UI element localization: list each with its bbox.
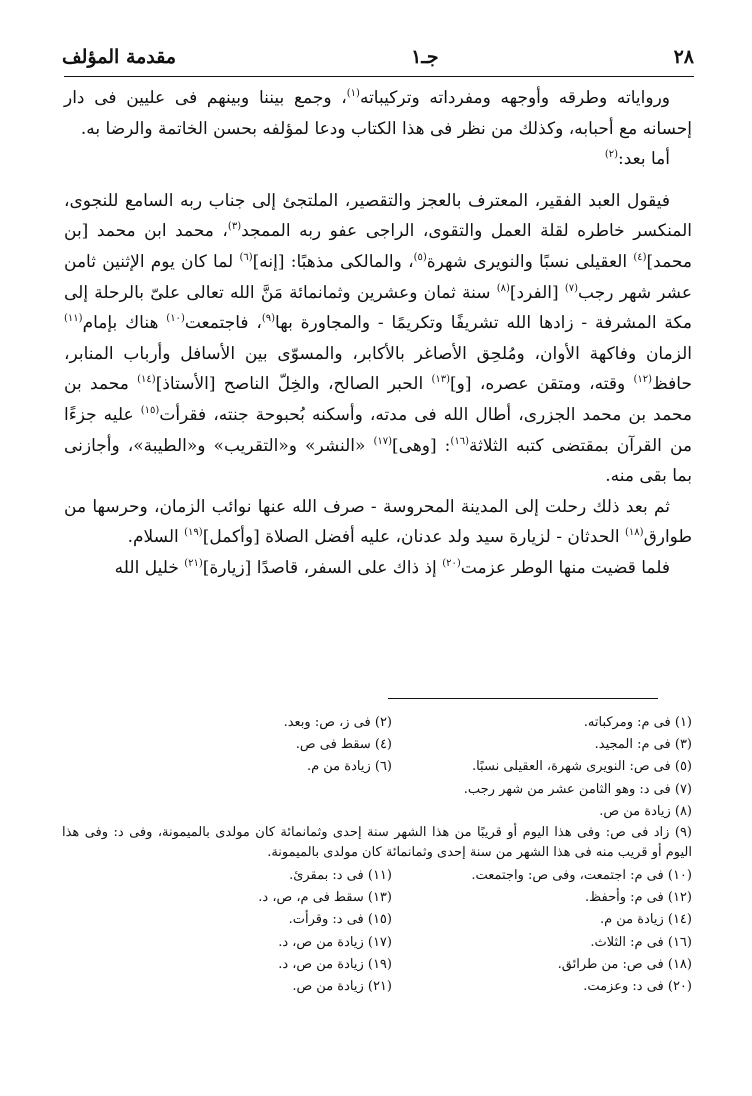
footnote-marker: (٦) bbox=[239, 251, 253, 263]
footnote-number: (١٨) bbox=[667, 956, 692, 972]
footnote-marker: (١٥) bbox=[140, 404, 160, 416]
footnote-marker: (١٣) bbox=[431, 374, 451, 386]
text-segment: هناك بإمام bbox=[82, 313, 167, 334]
footnote bbox=[392, 801, 692, 823]
footnote-number: (١٣) bbox=[367, 890, 392, 906]
text-segment: الزمان وفاكهة الأوان، ومُلحِق الأصاغر بالأكابر، والمسوّى بين الأسافل وأرباب المنابر، حافظ bbox=[64, 343, 692, 395]
paragraph bbox=[64, 144, 692, 175]
footnote-number: (١٥) bbox=[367, 912, 392, 928]
footnote-number: (١٧) bbox=[367, 934, 392, 950]
header-divider bbox=[64, 76, 694, 77]
footnote-marker: (١٩) bbox=[184, 527, 203, 539]
text-segment: ، والمالكى مذهبًا: [إنه] bbox=[252, 251, 414, 272]
text-segment: ، محمد ابن محمد [بن محمد] bbox=[64, 221, 693, 272]
footnote-text: فى د: وهو الثامن عشر من شهر رجب. bbox=[463, 781, 675, 797]
footnote-text: فى ص: من طرائق. bbox=[557, 956, 668, 972]
footnote-marker: (٧) bbox=[564, 282, 579, 294]
footnote-number: (١٦) bbox=[667, 934, 692, 950]
footnote-marker: (٢١) bbox=[184, 557, 203, 569]
text-segment: [الفرد] bbox=[509, 282, 565, 303]
footnote-row bbox=[62, 865, 692, 887]
footnote bbox=[92, 887, 392, 909]
footnote-row bbox=[62, 887, 692, 909]
section-title: مقدمة المؤلف bbox=[62, 46, 177, 68]
body-text bbox=[64, 83, 692, 584]
text-segment: ، وجمع بيننا وبينهم فى عليين فى دار إحسانه مع أحبابه، وكذلك من نظر فى هذا الكتاب ودعا لمؤلفه بحسن الخاتمة والرضا به. bbox=[64, 88, 692, 139]
footnote bbox=[392, 976, 692, 998]
footnote-text: فى د: وعزمت. bbox=[583, 978, 668, 994]
footnote-divider bbox=[388, 698, 658, 699]
footnote-number: (١٢) bbox=[667, 890, 692, 906]
footnote bbox=[392, 865, 692, 887]
text-segment: فلما قضيت منها الوطر عزمت bbox=[460, 557, 670, 578]
footnote-number: (٣) bbox=[674, 737, 692, 753]
footnote bbox=[92, 932, 392, 954]
volume-label: جـ١ bbox=[411, 46, 439, 68]
footnote bbox=[392, 954, 692, 976]
footnote-marker: (٤) bbox=[633, 251, 647, 263]
footnote-marker: (١) bbox=[346, 88, 360, 99]
text-segment: : [وهى] bbox=[392, 435, 451, 456]
footnote-row bbox=[62, 779, 692, 801]
footnote-number: (٨) bbox=[674, 803, 692, 819]
footnote-number: (٢٠) bbox=[667, 978, 692, 994]
text-segment: العقيلى نسبًا والنويرى شهرة bbox=[426, 251, 634, 272]
footnote-row bbox=[62, 976, 692, 998]
text-segment: سنة ثمان وعشرين وثمانمائة مَنَّ الله تعالى علىّ بالرحلة إلى مكة المشرفة - زادها الله تشريفًا وتكريمًا - والمجاورة بها bbox=[64, 282, 692, 334]
footnote-marker: (٨) bbox=[496, 282, 510, 294]
footnote-marker: (٣) bbox=[227, 221, 242, 233]
footnote-text: زيادة من ص. bbox=[599, 803, 675, 819]
footnote-text: فى ز، ص: وبعد. bbox=[283, 715, 375, 730]
text-segment: خليل الله bbox=[114, 557, 185, 578]
footnote-text: زيادة من ص. bbox=[292, 978, 368, 994]
footnote-marker: (١١) bbox=[64, 313, 83, 325]
footnote-marker: (١٠) bbox=[166, 313, 185, 325]
footnote-text: سقط فى ص. bbox=[295, 737, 375, 753]
text-segment: السلام. bbox=[127, 527, 185, 548]
footnote-text: زيادة من م. bbox=[599, 912, 668, 928]
footnote-text: فى م: المجيد. bbox=[594, 737, 675, 753]
footnote-text: زيادة من ص، د. bbox=[278, 934, 368, 950]
footnote-marker: (٢٠) bbox=[442, 557, 461, 569]
footnote-marker: (١٢) bbox=[633, 374, 653, 386]
footnote bbox=[92, 734, 392, 756]
footnote-text: فى م: اجتمعت، وفى ص: واجتمعت. bbox=[471, 867, 668, 883]
footnote-text: فى ص: النويرى شهرة، العقيلى نسبًا. bbox=[471, 759, 675, 775]
footnote-row bbox=[62, 932, 692, 954]
text-segment: الحدثان - لزيارة سيد ولد عدنان، عليه أفضل الصلاة [وأكمل] bbox=[202, 527, 625, 548]
footnote-number: (٩) bbox=[674, 824, 692, 840]
footnote-marker: (٢) bbox=[604, 149, 618, 161]
footnote bbox=[92, 954, 392, 976]
footnote-number: (١٠) bbox=[667, 867, 692, 883]
footnote bbox=[92, 712, 392, 734]
footnote-marker: (١٦) bbox=[450, 435, 469, 447]
paragraph bbox=[64, 186, 692, 492]
footnote bbox=[392, 932, 692, 954]
text-segment: وقته، ومتقن عصره، [و] bbox=[450, 374, 634, 395]
footnotes bbox=[62, 712, 692, 998]
text-segment: فيقول العبد الفقير، المعترف بالعجز والتقصير، الملتجئ إلى جناب ربه السامع للنجوى، المنكسر خاطره لقلة العمل والتقوى، الراجى عفو ربه الممجد bbox=[64, 190, 693, 242]
paragraph bbox=[64, 492, 692, 553]
footnote bbox=[92, 909, 392, 931]
footnote bbox=[92, 756, 392, 778]
footnote-number: (١٩) bbox=[367, 956, 392, 972]
footnote-text: فى م: ومركباته. bbox=[583, 715, 675, 730]
text-segment: ثم بعد ذلك رحلت إلى المدينة المحروسة - صرف الله عنها نوائب الزمان، وحرسها من طوارق bbox=[64, 496, 692, 548]
text-segment: عليه جزءًا من القرآن بمقتضى كتبه الثلاثة bbox=[64, 404, 692, 456]
footnote bbox=[92, 976, 392, 998]
footnote bbox=[392, 887, 692, 909]
footnote bbox=[392, 779, 692, 801]
paragraph bbox=[64, 83, 692, 144]
footnote-number: (٥) bbox=[674, 759, 692, 775]
footnote bbox=[392, 734, 692, 756]
footnote-number: (٦) bbox=[374, 759, 392, 775]
footnote-number: (٤) bbox=[374, 737, 392, 753]
footnote-text: فى م: الثلاث. bbox=[590, 934, 668, 950]
page-number: ٢٨ bbox=[673, 46, 694, 68]
footnote-marker: (٥) bbox=[413, 251, 427, 263]
footnote bbox=[92, 865, 392, 887]
footnote bbox=[392, 756, 692, 778]
footnote-number: (١) bbox=[674, 715, 692, 730]
footnote bbox=[392, 712, 692, 734]
text-segment: إذ ذاك على السفر، قاصدًا [زيارة] bbox=[202, 557, 443, 578]
text-segment: ورواياته وطرقه وأوجهه ومفرداته وتركيباته bbox=[359, 88, 670, 108]
text-segment: محمد بن محمد بن محمد الجزرى، أطال الله فى مدته، وأسكنه بُحبوحة جنته، فقرأت bbox=[64, 374, 693, 425]
footnote-text: زيادة من م. bbox=[306, 759, 375, 775]
footnote-number: (٧) bbox=[674, 781, 692, 797]
text-segment: الحبر الصالح، والخِلّ الناصح [الأستاذ] bbox=[155, 374, 432, 395]
footnote-text: زيادة من ص، د. bbox=[278, 956, 368, 972]
footnote-text: فى م: وأحفظ. bbox=[585, 890, 668, 906]
footnote-marker: (١٧) bbox=[373, 435, 393, 447]
footnote-text: زاد فى ص: وفى هذا اليوم أو قريبًا من هذا الشهر سنة إحدى وثمانمائة كان مولدى بالميمونة، وفى د: وفى هذا اليوم أو قريب منه فى هذا الشهر من سنة إحدى وثمانمائة كان مولدى بالميمونة. bbox=[62, 824, 692, 860]
text-segment: أما بعد: bbox=[618, 149, 670, 170]
footnote-row bbox=[62, 734, 692, 756]
text-segment: لما كان يوم الإثنين ثامن عشر شهر رجب bbox=[64, 251, 692, 303]
footnote-row bbox=[62, 712, 692, 734]
footnote-text: سقط فى م، ص، د. bbox=[258, 890, 368, 906]
paragraph bbox=[64, 553, 692, 584]
footnote-number: (٢١) bbox=[367, 978, 392, 994]
footnote bbox=[62, 823, 692, 863]
footnote bbox=[392, 909, 692, 931]
footnote-row bbox=[62, 801, 692, 823]
footnote-marker: (١٨) bbox=[625, 527, 644, 539]
footnote-marker: (٩) bbox=[261, 313, 276, 325]
footnote-number: (١٤) bbox=[667, 912, 692, 928]
text-segment: ، فاجتمعت bbox=[184, 313, 262, 334]
text-segment: «النشر» و«التقريب» و«الطيبة»، وأجازنى بما بقى منه. bbox=[64, 435, 692, 487]
footnote-text: فى د: بمقرئ. bbox=[289, 867, 368, 883]
footnote-row bbox=[62, 954, 692, 976]
footnote-marker: (١٤) bbox=[137, 374, 156, 386]
footnote-row bbox=[62, 909, 692, 931]
footnote-row bbox=[62, 756, 692, 778]
footnote-text: فى د: وقرأت. bbox=[288, 912, 368, 928]
footnote-number: (١١) bbox=[367, 867, 392, 883]
footnote-number: (٢) bbox=[374, 715, 392, 730]
page-header bbox=[62, 40, 694, 74]
